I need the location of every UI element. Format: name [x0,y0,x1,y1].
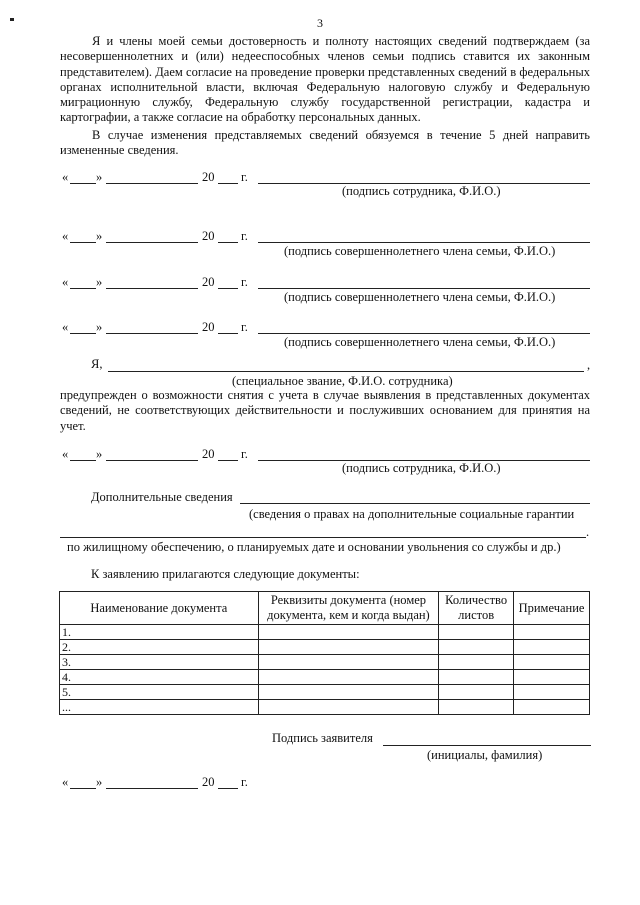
warning-paragraph: предупрежден о возможности снятия с учета в случае выявления в представленных документах сведений, не соответствующих действительности и послуживших основанием для принятия на учет. [60,388,590,433]
attachments-intro: К заявлению прилагаются следующие документы: [91,567,360,581]
signature-caption: (подпись совершеннолетнего члена семьи, Ф.И.О.) [284,335,556,349]
row-number[interactable]: 3. [60,655,259,670]
table-row [60,700,590,715]
day-field[interactable] [70,242,96,243]
row-number[interactable]: 1. [60,625,259,640]
ya-comma: , [587,358,591,372]
additional-info-caption: (сведения о правах на дополнительные социальные гарантии [249,507,575,521]
additional-info-field[interactable] [240,503,590,504]
month-field[interactable] [106,183,198,184]
year-field[interactable] [218,242,238,243]
day-field[interactable] [70,460,96,461]
table-row [60,670,590,685]
table-row [60,655,590,670]
year-field[interactable] [218,183,238,184]
row-number[interactable]: 2. [60,640,259,655]
date-signature-row: « » 20 г. [62,275,592,291]
additional-info-caption-2: по жилищному обеспечению, о планируемых дате и основании увольнения со службы и др.) [67,540,561,554]
officer-caption: (специальное звание, Ф.И.О. сотрудника) [232,374,453,388]
month-field[interactable] [106,333,198,334]
day-field[interactable] [70,333,96,334]
date-signature-row: « » 20 г. [62,447,592,463]
signature-field[interactable] [258,242,590,243]
signature-caption: (подпись сотрудника, Ф.И.О.) [342,184,501,198]
additional-info-dot: . [586,525,590,539]
row-number[interactable]: 4. [60,670,259,685]
additional-info-field-line-2[interactable] [60,537,586,538]
day-field[interactable] [70,183,96,184]
year-field[interactable] [218,788,238,789]
table-header-row [60,592,590,625]
month-field[interactable] [106,788,198,789]
applicant-signature-label: Подпись заявителя [272,731,373,745]
column-header: Реквизиты документа (номер документа, кем и когда выдан) [258,592,439,625]
row-number[interactable]: ... [60,700,259,715]
year-field[interactable] [218,460,238,461]
day-field[interactable] [70,288,96,289]
ya-label: Я, [91,357,103,371]
column-header: Наименование документа [60,592,259,625]
column-header: Количество листов [439,592,514,625]
officer-name-field[interactable] [108,371,584,372]
date-signature-row: « » 20 г. [62,229,592,245]
additional-info-label: Дополнительные сведения [91,490,233,504]
consent-paragraph: Я и члены моей семьи достоверность и полноту настоящих сведений подтверждаем (за несовершеннолетних и (или) недееспособных членов семьи подпись ставится их законным представителем). Даем согласие на проведение проверки представленных сведений в федеральных органах исполнительной власти, включая Федеральную налоговую службу и Федеральную миграционную службу, Федеральную службу государственной регистрации, кадастра и картографии, а также согласие на обработку персональных данных. [60,34,590,125]
column-header: Примечание [514,592,590,625]
day-field[interactable] [70,788,96,789]
year-field[interactable] [218,288,238,289]
signature-field[interactable] [258,333,590,334]
row-number[interactable]: 5. [60,685,259,700]
signature-caption: (подпись совершеннолетнего члена семьи, Ф.И.О.) [284,244,556,258]
date-signature-row: « » 20 г. [62,320,592,336]
page-number: 3 [317,16,323,30]
applicant-signature-field[interactable] [383,745,591,746]
signature-caption: (подпись совершеннолетнего члена семьи, Ф.И.О.) [284,290,556,304]
month-field[interactable] [106,242,198,243]
signature-field[interactable] [258,288,590,289]
applicant-caption: (инициалы, фамилия) [427,748,543,762]
table-row [60,685,590,700]
final-date-row: « » 20 г. [62,775,248,789]
table-row [60,640,590,655]
month-field[interactable] [106,460,198,461]
change-notice-paragraph: В случае изменения представляемых сведений обязуемся в течение 5 дней направить измененные сведения. [60,128,590,158]
year-field[interactable] [218,333,238,334]
date-signature-row: « » 20 г. [62,170,592,186]
scan-mark [10,18,14,21]
signature-caption: (подпись сотрудника, Ф.И.О.) [342,461,501,475]
month-field[interactable] [106,288,198,289]
table-row [60,625,590,640]
documents-table [59,591,590,715]
